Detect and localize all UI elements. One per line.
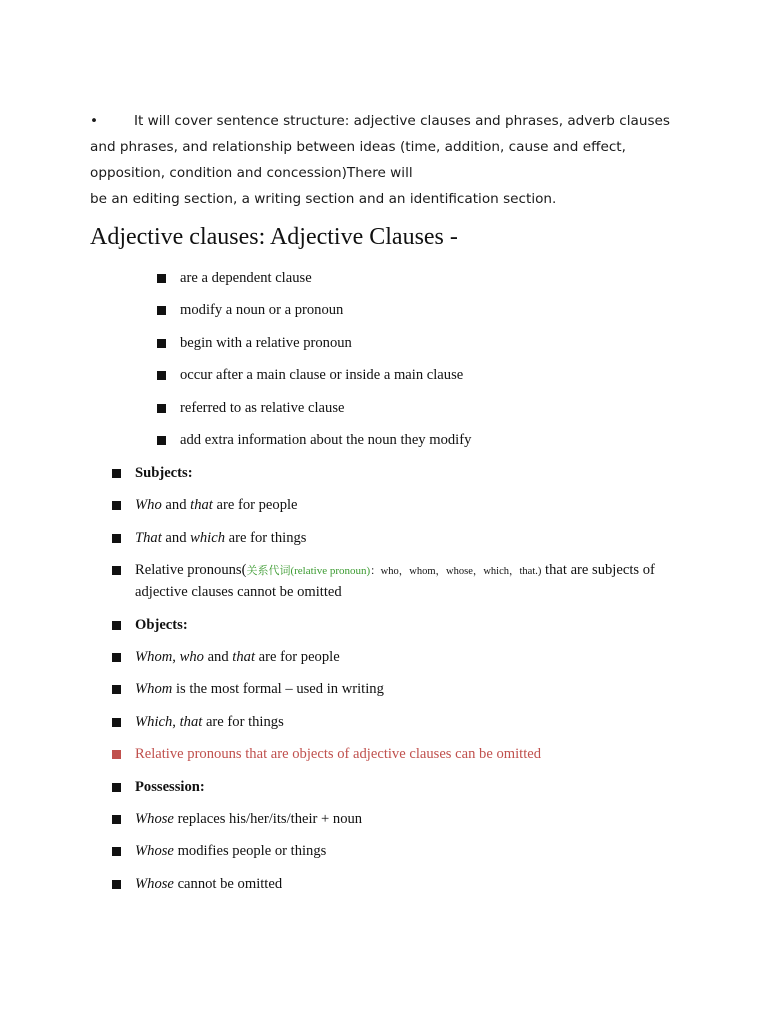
square-bullet-icon (112, 750, 121, 759)
square-bullet-icon (112, 815, 121, 824)
square-bullet-icon (112, 621, 121, 630)
square-bullet-icon (112, 718, 121, 727)
possession-label: Possession: (135, 777, 680, 797)
square-bullet-icon (112, 469, 121, 478)
subjects-rule-people: Who and that are for people (135, 495, 680, 515)
square-bullet-icon (112, 534, 121, 543)
definition-item: referred to as relative clause (180, 398, 700, 418)
bullet-dot-icon: • (90, 113, 99, 129)
definition-list (180, 268, 700, 462)
square-bullet-icon (112, 783, 121, 792)
square-bullet-icon (157, 339, 166, 348)
objects-rule-omitted: Relative pronouns that are objects of adjective clauses can be omitted (135, 744, 680, 764)
objects-rule-people: Whom, who and that are for people (135, 647, 680, 667)
possession-rule-replaces: Whose replaces his/her/its/their + noun (135, 809, 680, 829)
square-bullet-icon (157, 404, 166, 413)
subjects-rule-things: That and which are for things (135, 528, 680, 548)
possession-rule-modifies: Whose modifies people or things (135, 841, 680, 861)
square-bullet-icon (157, 274, 166, 283)
rules-list (135, 463, 680, 906)
objects-rule-things: Which, that are for things (135, 712, 680, 732)
objects-rule-formal: Whom is the most formal – used in writing (135, 679, 680, 699)
intro-line-1 (90, 108, 680, 186)
definition-item: occur after a main clause or inside a main clause (180, 365, 700, 385)
intro-text-1: It will cover sentence structure: adjective clauses and phrases, adverb clauses and phrases, and relationship between ideas (time, addition, cause and effect, opposition, condition and concession)There will (90, 113, 670, 181)
definition-item: are a dependent clause (180, 268, 700, 288)
intro-paragraph (90, 108, 680, 212)
definition-item: begin with a relative pronoun (180, 333, 700, 353)
subjects-rule-omit: Relative pronouns(关系代词(relative pronoun)：who，whom，whose，which，that.) that are subjects of adjective clauses cannot be omitted (135, 560, 680, 602)
possession-rule-omit: Whose cannot be omitted (135, 874, 680, 894)
intro-line-2: be an editing section, a writing section and an identification section. (90, 191, 557, 207)
square-bullet-icon (112, 685, 121, 694)
definition-item: add extra information about the noun they modify (180, 430, 700, 450)
subjects-label: Subjects: (135, 463, 680, 483)
square-bullet-icon (112, 847, 121, 856)
square-bullet-icon (112, 566, 121, 575)
square-bullet-icon (157, 371, 166, 380)
objects-label: Objects: (135, 615, 680, 635)
square-bullet-icon (112, 501, 121, 510)
square-bullet-icon (157, 436, 166, 445)
square-bullet-icon (112, 880, 121, 889)
square-bullet-icon (157, 306, 166, 315)
definition-item: modify a noun or a pronoun (180, 300, 700, 320)
square-bullet-icon (112, 653, 121, 662)
chinese-term: 关系代词 (246, 565, 291, 578)
section-heading: Adjective clauses: Adjective Clauses - (90, 224, 458, 250)
